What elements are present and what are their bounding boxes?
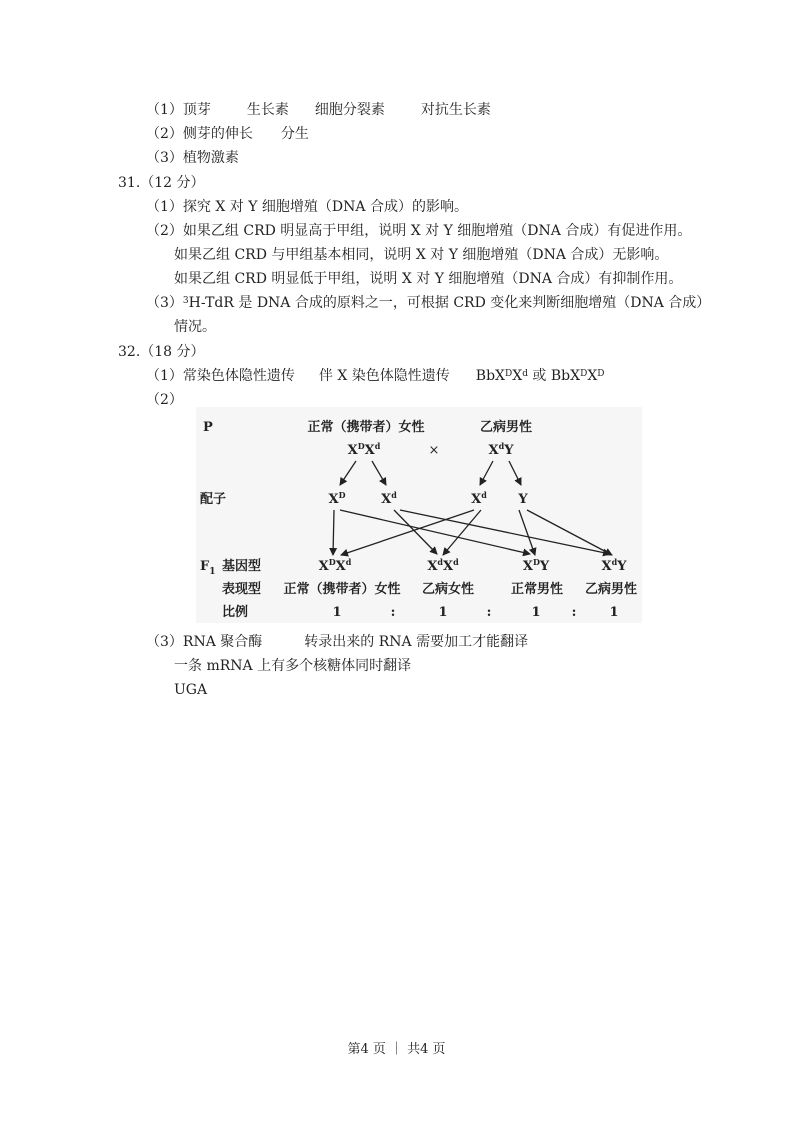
f1-phenotype-4: 乙病男性 [584, 582, 638, 597]
female-parent-genotype: $X^DX^d$ [347, 441, 381, 458]
f1-phenotype-1: 正常（携带者）女性 [283, 582, 401, 597]
diagram-background [196, 407, 642, 623]
q31-line-3: 如果乙组 CRD 与甲组基本相同，说明 X 对 Y 细胞增殖（DNA 合成）无影响。 [174, 247, 669, 263]
ratio-colon-2: : [486, 605, 492, 620]
q31-line-6: 情况。 [174, 319, 216, 335]
female-parent-phenotype: 正常（携带者）女性 [307, 420, 425, 435]
male-parent-phenotype: 乙病男性 [479, 420, 533, 435]
q30-line-1: （1）顶芽 生长素 细胞分裂素 对抗生长素 [146, 102, 491, 118]
gamete-label: 配子 [200, 492, 227, 507]
q32-header: 32.（18 分） [118, 344, 205, 360]
ratio-value-3: 1 [531, 605, 541, 620]
f1-genotype-2: $X^dX^d$ [427, 557, 459, 574]
gamete-2: $X^d$ [381, 490, 397, 507]
genotype-label: 基因型 [222, 559, 262, 574]
ratio-value-2: 1 [438, 605, 448, 620]
ratio-value-1: 1 [332, 605, 342, 620]
q31-line-1: （1）探究 X 对 Y 细胞增殖（DNA 合成）的影响。 [146, 199, 468, 215]
q31-line-4: 如果乙组 CRD 明显低于甲组，说明 X 对 Y 细胞增殖（DNA 合成）有抑制作用。 [174, 271, 683, 287]
male-parent-genotype: $X^dY$ [488, 441, 514, 458]
q31-line-5: $(3)^3H$-TdR 是 DNA 合成的原料之一，可根据 CRD 变化来判断细胞增殖（DNA 合成） [146, 295, 711, 311]
page-footer: 第4 页 ｜ 共4 页 [347, 1042, 446, 1057]
cross-symbol: × [428, 443, 440, 458]
q32-line-3: （3）RNA 聚合酶 转录出来的 RNA 需要加工才能翻译 [146, 634, 529, 650]
q32-line-4: 一条 mRNA 上有多个核糖体同时翻译 [174, 658, 412, 674]
q32-line-5: UGA [174, 682, 208, 698]
genotype-answer: $BbX^DX^d$ 或 $BbX^DX^D$ [475, 368, 605, 384]
q32-line-1: （1）常染色体隐性遗传 伴 X 染色体隐性遗传 $BbX^DX^d$ 或 $BbX^DX^D$ [146, 368, 605, 384]
f1-phenotype-2: 乙病女性 [421, 582, 475, 597]
p-label: P [203, 420, 213, 435]
f1-label: $F_1$ [200, 559, 216, 577]
q31-line-2: （2）如果乙组 CRD 明显高于甲组，说明 X 对 Y 细胞增殖（DNA 合成）有促进作用。 [146, 223, 692, 239]
q30-line-2: （2）侧芽的伸长 分生 [146, 126, 309, 142]
gamete-4: Y [518, 492, 528, 507]
q31-header: 31.（12 分） [118, 175, 205, 191]
f1-genotype-1: $X^DX^d$ [318, 557, 352, 574]
ratio-label: 比例 [222, 605, 249, 620]
ratio-colon-1: : [390, 605, 396, 620]
q30-line-3: （3）植物激素 [146, 150, 239, 166]
gamete-3: $X^d$ [471, 490, 487, 507]
ratio-colon-3: : [571, 605, 577, 620]
q32-line-2: （2） [146, 392, 183, 408]
f1-genotype-3: $X^DY$ [522, 557, 550, 574]
item-number: （1） [146, 102, 183, 118]
ratio-value-4: 1 [609, 605, 619, 620]
f1-genotype-4: $X^dY$ [601, 557, 627, 574]
phenotype-label: 表现型 [222, 582, 262, 597]
gamete-1: $X^D$ [328, 490, 346, 507]
f1-phenotype-3: 正常男性 [510, 582, 564, 597]
